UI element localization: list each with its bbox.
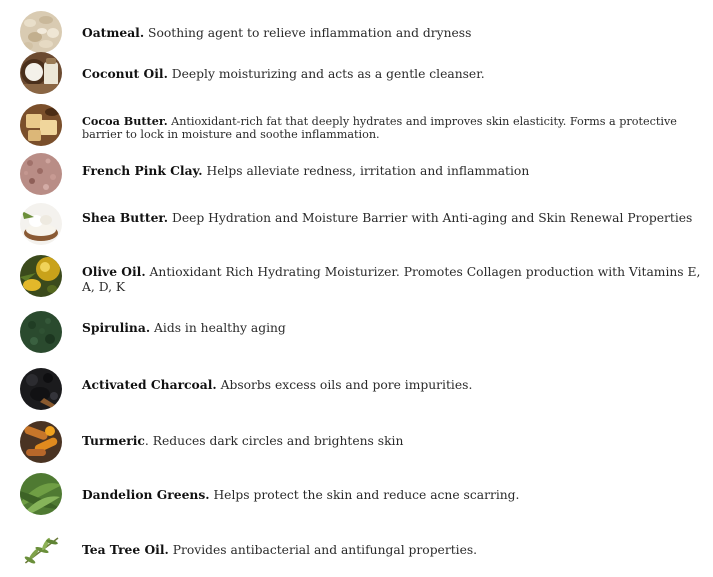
ingredient-text xyxy=(82,487,704,503)
list-item xyxy=(0,366,713,410)
pink-clay-icon xyxy=(20,153,62,195)
list-item xyxy=(0,254,713,298)
list-item xyxy=(0,10,713,54)
list-item xyxy=(0,151,713,195)
ingredient-description: Soothing agent to relieve inflammation and dryness xyxy=(144,26,472,40)
ingredient-text xyxy=(82,210,704,226)
ingredient-description: Deeply moisturizing and acts as a gentle cleanser. xyxy=(167,67,485,81)
charcoal-icon xyxy=(20,368,62,410)
ingredient-description: Helps alleviate redness, irritation and inflammation xyxy=(202,164,530,178)
ingredient-description: . Reduces dark circles and brightens skin xyxy=(144,434,404,448)
olive-oil-icon xyxy=(20,255,62,297)
ingredient-text xyxy=(82,264,704,295)
dandelion-greens-icon xyxy=(20,473,62,515)
spirulina-icon xyxy=(20,311,62,353)
ingredient-description: Helps protect the skin and reduce acne scarring. xyxy=(209,488,520,502)
ingredient-name: Coconut Oil. xyxy=(82,66,168,81)
list-item xyxy=(0,528,713,572)
oatmeal-icon xyxy=(20,11,62,53)
cocoa-butter-icon xyxy=(20,104,62,146)
ingredient-text xyxy=(82,66,704,82)
ingredient-name: Oatmeal. xyxy=(82,25,145,40)
ingredient-text xyxy=(82,115,704,141)
ingredient-description: Antioxidant-rich fat that deeply hydrates and improves skin elasticity. Forms a protective barrier to lock in moisture and soothe inflammation. xyxy=(82,115,677,141)
ingredient-name: Tea Tree Oil. xyxy=(82,542,169,557)
list-item xyxy=(0,201,713,245)
list-item xyxy=(0,310,713,354)
list-item xyxy=(0,52,713,96)
coconut-oil-icon xyxy=(20,52,62,94)
ingredient-description: Provides antibacterial and antifungal properties. xyxy=(168,543,478,557)
ingredient-description: Deep Hydration and Moisture Barrier with Anti-aging and Skin Renewal Properties xyxy=(168,211,693,225)
list-item xyxy=(0,103,713,149)
turmeric-icon xyxy=(20,421,62,463)
ingredient-name: Cocoa Butter. xyxy=(82,114,168,128)
ingredient-text xyxy=(82,377,704,393)
ingredient-text xyxy=(82,542,704,558)
ingredient-name: Olive Oil. xyxy=(82,264,146,279)
ingredient-name: Spirulina. xyxy=(82,320,151,335)
ingredient-text xyxy=(82,163,704,179)
ingredient-name: Shea Butter. xyxy=(82,210,169,225)
ingredient-description: Aids in healthy aging xyxy=(150,321,286,335)
ingredient-text xyxy=(82,25,704,41)
ingredient-description: Absorbs excess oils and pore impurities. xyxy=(216,378,473,392)
list-item xyxy=(0,472,713,516)
ingredient-name: Activated Charcoal. xyxy=(82,377,217,392)
shea-butter-icon xyxy=(20,203,62,245)
ingredient-description: Antioxidant Rich Hydrating Moisturizer. Promotes Collagen production with Vitamins E, A, D, K xyxy=(82,265,701,294)
ingredient-name: Turmeric xyxy=(82,433,145,448)
ingredient-name: French Pink Clay. xyxy=(82,163,203,178)
ingredient-name: Dandelion Greens. xyxy=(82,487,210,502)
list-item xyxy=(0,420,713,464)
ingredient-text xyxy=(82,320,704,336)
ingredient-text xyxy=(82,433,704,449)
tea-tree-icon xyxy=(20,528,62,570)
